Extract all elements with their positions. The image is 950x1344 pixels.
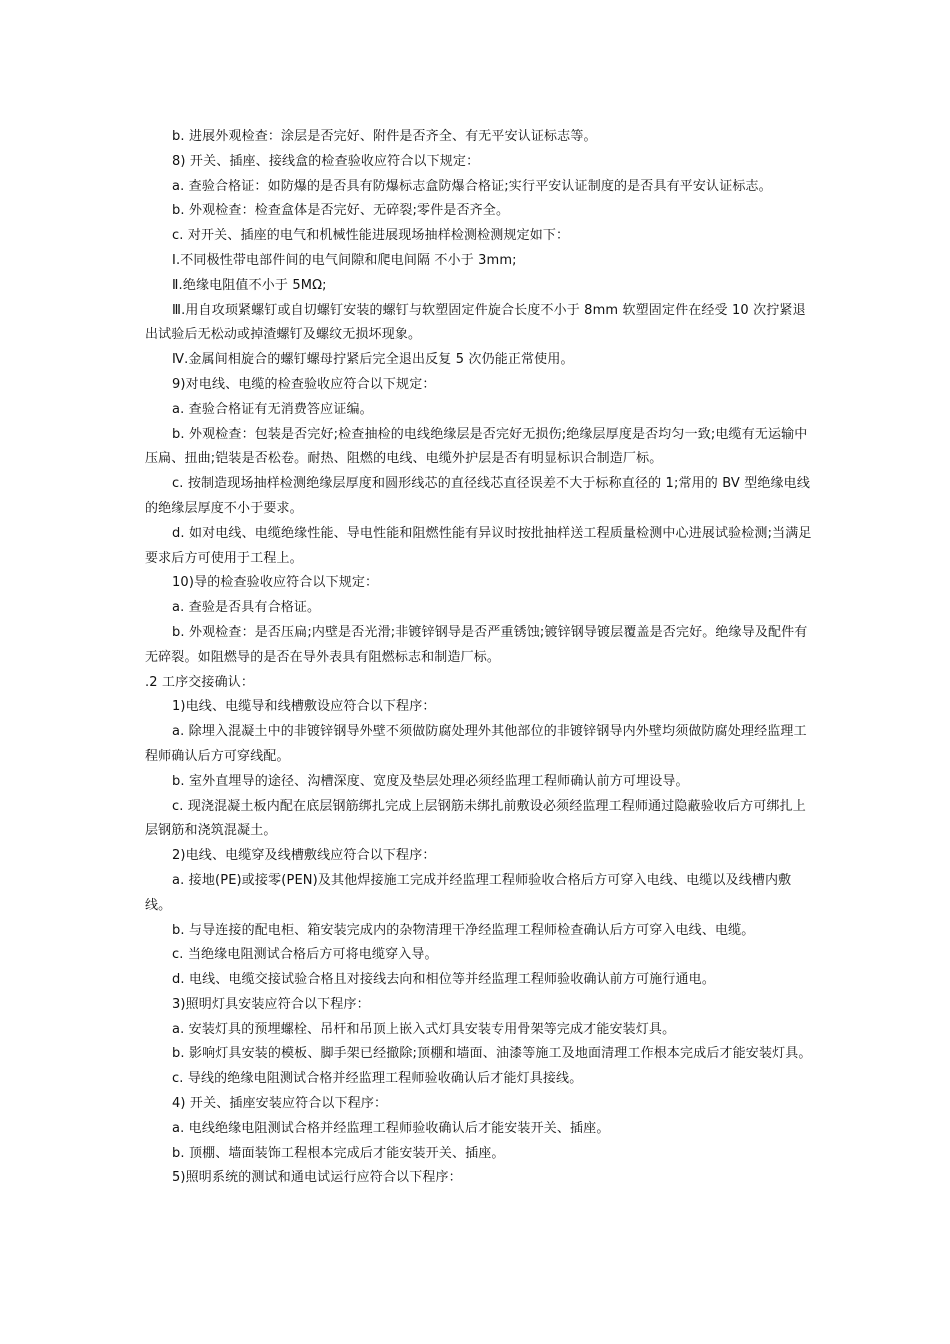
paragraph: 2)电线、电缆穿及线槽敷线应符合以下程序： xyxy=(172,848,436,864)
paragraph: 5)照明系统的测试和通电试运行应符合以下程序： xyxy=(172,1170,462,1186)
paragraph: b. 影响灯具安装的模板、脚手架已经撤除;顶棚和墙面、油漆等施工及地面清理工作根本完成后才能安装灯具。 xyxy=(172,1046,812,1062)
paragraph: c. 导线的绝缘电阻测试合格并经监理工程师验收确认后才能灯具接线。 xyxy=(172,1071,583,1087)
paragraph: 8) 开关、插座、接线盒的检查验收应符合以下规定： xyxy=(172,153,480,169)
paragraph: a. 接地(PE)或接零(PEN)及其他焊接施工完成并经监理工程师验收合格后方可穿入电线、电缆以及线槽内敷线。 xyxy=(145,872,792,913)
paragraph: 9)对电线、电缆的检查验收应符合以下规定： xyxy=(172,376,436,392)
paragraph: d. 电线、电缆交接试验合格且对接线去向和相位等并经监理工程师验收确认前方可施行通电。 xyxy=(172,972,715,988)
paragraph: b. 外观检查：检查盒体是否完好、无碎裂;零件是否齐全。 xyxy=(172,203,510,219)
paragraph: a. 查验合格证：如防爆的是否具有防爆标志盒防爆合格证;实行平安认证制度的是否具有平安认证标志。 xyxy=(172,178,772,194)
paragraph: a. 除埋入混凝土中的非镀锌钢导外壁不须做防腐处理外其他部位的非镀锌钢导内外壁均须做防腐处理经监理工程师确认后方可穿线配。 xyxy=(145,724,807,764)
paragraph: 1)电线、电缆导和线槽敷设应符合以下程序： xyxy=(172,699,436,715)
paragraph: 3)照明灯具安装应符合以下程序： xyxy=(172,996,370,1012)
paragraph: 10)导的检查验收应符合以下规定： xyxy=(172,575,379,591)
paragraph: Ⅱ.绝缘电阻值不小于 5MΩ; xyxy=(172,277,327,293)
paragraph: b. 顶棚、墙面装饰工程根本完成后才能安装开关、插座。 xyxy=(172,1145,505,1161)
paragraph: a. 电线绝缘电阻测试合格并经监理工程师验收确认后才能安装开关、插座。 xyxy=(172,1120,610,1136)
paragraph: b. 外观检查：是否压扁;内壁是否光滑;非镀锌钢导是否严重锈蚀;镀锌钢导镀层覆盖是否完好。绝缘导及配件有无碎裂。如阻燃导的是否在导外表具有阻燃标志和制造厂标。 xyxy=(145,624,808,665)
paragraph: .2 工序交接确认： xyxy=(145,674,255,690)
paragraph: a. 查验是否具有合格证。 xyxy=(172,600,321,616)
paragraph: c. 现浇混凝土板内配在底层钢筋绑扎完成上层钢筋未绑扎前敷设必须经监理工程师通过隐蔽验收后方可绑扎上层钢筋和浇筑混凝土。 xyxy=(145,798,806,839)
paragraph: a. 查验合格证有无消费答应证编。 xyxy=(172,401,373,417)
paragraph: Ⅳ.金属间相旋合的螺钉螺母拧紧后完全退出反复 5 次仍能正常使用。 xyxy=(172,352,574,368)
paragraph: b. 外观检查：包装是否完好;检查抽检的电线绝缘层是否完好无损伤;绝缘层厚度是否均匀一致;电缆有无运输中压扁、扭曲;铠装是否松卷。耐热、阻燃的电线、电缆外护层是否有明显标识合制造厂标。 xyxy=(145,426,808,467)
paragraph: d. 如对电线、电缆绝缘性能、导电性能和阻燃性能有异议时按批抽样送工程质量检测中心进展试验检测;当满足要求后方可使用于工程上。 xyxy=(145,525,812,566)
paragraph: c. 当绝缘电阻测试合格后方可将电缆穿入导。 xyxy=(172,947,438,963)
paragraph: 4) 开关、插座安装应符合以下程序： xyxy=(172,1096,388,1112)
paragraph: a. 安装灯具的预埋螺栓、吊杆和吊顶上嵌入式灯具安装专用骨架等完成才能安装灯具。 xyxy=(172,1021,676,1037)
paragraph: b. 与导连接的配电柜、箱安装完成内的杂物清理干净经监理工程师检查确认后方可穿入电线、电缆。 xyxy=(172,922,755,938)
paragraph: b. 进展外观检查：涂层是否完好、附件是否齐全、有无平安认证标志等。 xyxy=(172,129,597,144)
paragraph: Ⅲ.用自攻顼紧螺钉或自切螺钉安装的螺钉与软塑固定件旋合长度不小于 8mm 软塑固定件在经受 10 次拧紧退出试验后无松动或掉渣螺钉及螺纹无损坏现象。 xyxy=(145,302,806,343)
document-body xyxy=(145,125,815,1191)
paragraph: c. 对开关、插座的电气和机械性能进展现场抽样检测检测规定如下： xyxy=(172,228,570,244)
paragraph: Ⅰ.不同极性带电部件间的电气间隙和爬电间隔 不小于 3mm; xyxy=(172,252,517,268)
paragraph: b. 室外直埋导的途径、沟槽深度、宽度及垫层处理必须经监理工程师确认前方可埋设导。 xyxy=(172,773,689,789)
paragraph: c. 按制造现场抽样检测绝缘层厚度和圆形线芯的直径线芯直径误差不大于标称直径的 1;常用的 BV 型绝缘电线的绝缘层厚度不小于要求。 xyxy=(145,476,810,516)
